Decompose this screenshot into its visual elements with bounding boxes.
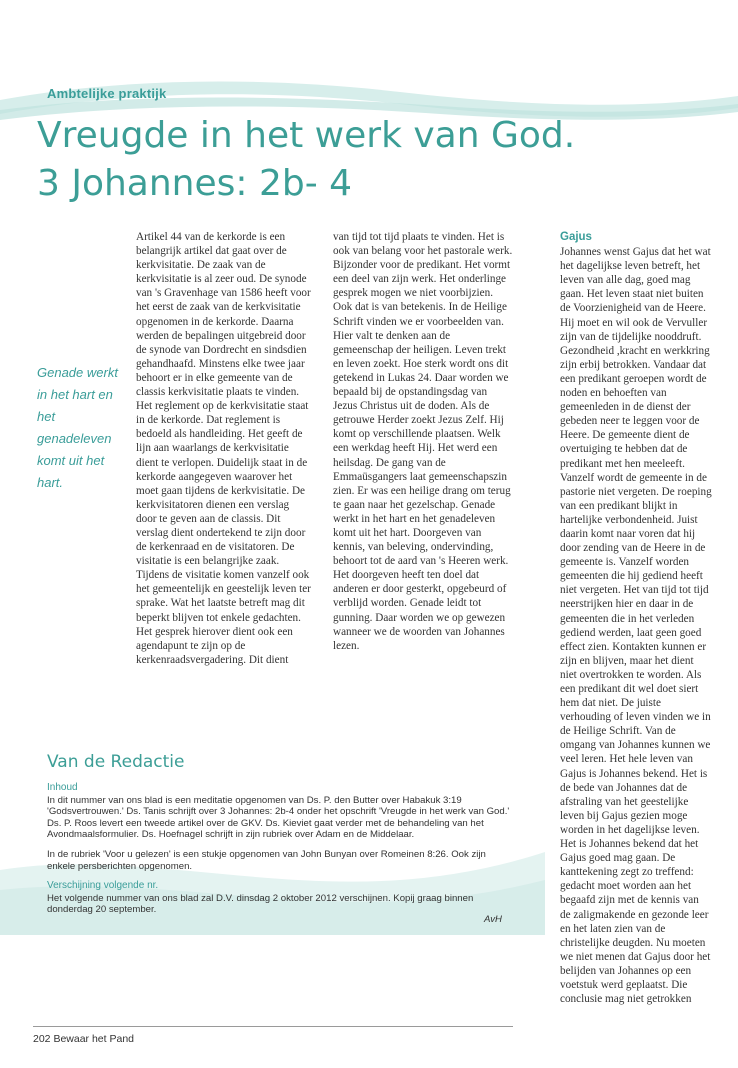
column-1-text: Artikel 44 van de kerkorde is een belangrijk artikel dat gaat over de kerkvisitatie. De zaak van de kerkvisitatie is al zeer oud. De synode van 's Gravenhage van 1586 heeft voor het eerst de zaak van de kerkvisitatie opgenomen in de kerkorde. Daarna werden de bepalingen uitgebreid door de synode van Dordrecht en sindsdien gehandhaafd. Minstens elke twee jaar behoort er in elke gemeente van de classis kerkvisitatie plaats te vinden. Het reglement op de kerkvisitatie staat in de kerkorde. Dat reglement is bedoeld als handleiding. Het geeft de lijn aan waarlangs de kerkvisitatie dient te verlopen. Duidelijk staat in de kerkorde aangegeven waarover het moet gaan tijdens de kerkvisitatie. De kerkvisitatoren dienen een verslag door te geven aan de classis. Dit verslag dient ondertekend te zijn door de kerkenraad en de visitatoren. De visitatie is een belangrijke zaak. Tijdens de visitatie komen vanzelf ook het gemeentelijk en geestelijk leven ter sprake. Wat het laatste betreft mag dit beperkt blijven tot enkele gedachten. Het gesprek hierover dient ook een agendapunt te zijn op de kerkenraadsvergadering. Dit dient [136, 231, 311, 666]
redactie-body [47, 782, 515, 924]
article-column-1 [136, 230, 312, 667]
verschijning-heading: Verschijning volgende nr. [47, 880, 159, 892]
redactie-title: Van de Redactie [47, 752, 185, 772]
title-line-2: 3 Johannes: 2b- 4 [37, 163, 353, 204]
column-3-text: Johannes wenst Gajus dat het wat het dagelijkse leven betreft, het leven van alle dag, goed mag gaan. Het leven staat niet buiten de Voorzienigheid van de Heere. Hij moet en wil ook de Vervuller zijn van de tijdelijke nooddruft. Gezondheid ,kracht en werkkring zijn erbij betrokken. Vandaar dat een predikant geroepen wordt de noden en behoeften van gemeenleden in de dienst der gebeden neer te leggen voor de Heere. De gemeente dient de overtuiging te hebben dat de predikant met hen meeleeft. Vanzelf wordt de gemeente in de pastorie niet vergeten. De roeping van een predikant blijkt in hartelijke verbondenheid. Juist daarin komt naar voren dat hij door zending van de Heere in de gemeente is. Vanzelf worden gemeenten die hij gediend heeft niet vergeten. Het van tijd tot tijd neerstrijken hier en daar in de gemeenten die in het verleden gediend werden, laat geen goed effect zien. Kontakten kunnen er zijn en blijven, maar het dient niet overtrokken te worden. Als een predikant dit wel doet siert hem dat niet. De juiste verhouding of leven vinden we in de Heilige Schrift. Van de omgang van Johannes kunnen we veel leren. Het hele leven van Gajus is Johannes bekend. Het is de bede van Johannes dat de afstraling van het geestelijke leven bij Gajus gezien moge worden in het dagelijkse leven. Het is Johannes bekend dat het Gajus goed mag gaan. De kanttekening zegt zo treffend: gedacht moet worden aan het begaafd zijn met de kennis van de zaligmakende en gezonde leer en het laten zien van de christelijke deugden. Nu moeten we niet menen dat Gajus door het belijden van Johannes op een voetstuk werd geplaatst. Die conclusie mag niet getrokken [560, 246, 712, 1006]
footer-divider [33, 1026, 513, 1027]
page-footer [33, 1033, 134, 1045]
article-title [37, 112, 717, 208]
inhoud-paragraph-2: In de rubriek 'Voor u gelezen' is een stukje opgenomen van John Bunyan over Romeinen 8:26. Ook zijn enkele persberichten opgenomen. [47, 848, 486, 872]
inhoud-paragraph-1: In dit nummer van ons blad is een meditatie opgenomen van Ds. P. den Butter over Habakuk 3:19 'Godsvertrouwen.' Ds. Tanis schrijft over 3 Johannes: 2b-4 onder het opschrift 'Vreugde in het werk van God.' Ds. P. Roos levert een tweede artikel over de GKV. Ds. Kieviet gaat verder met de behandeling van het Avondmaalsformulier. Ds. Hoefnagel schrijft in zijn rubriek over Adam en de Middelaar. [47, 794, 510, 841]
article-column-2 [333, 230, 513, 653]
title-line-1: Vreugde in het werk van God. [37, 115, 576, 156]
redactie-signature: AvH [484, 914, 502, 925]
verschijning-text: Het volgende nummer van ons blad zal D.V. dinsdag 2 oktober 2012 verschijnen. Kopij graag binnen donderdag 20 september. [47, 892, 474, 916]
page-number: 202 [33, 1033, 51, 1045]
column-2-text: van tijd tot tijd plaats te vinden. Het is ook van belang voor het pastorale werk. Bijzonder voor de predikant. Het vormt een deel van zijn werk. Het onderlinge gesprek mogen we niet voorbijzien. Ook dat is van betekenis. In de Heilige Schrift vinden we er voorbeelden van. Hier valt te denken aan de gemeenschap der heiligen. Leven trekt en leven zoekt. Hoe sterk wordt ons dit getekend in Lukas 24. Daar worden we bepaald bij de opstandingsdag van Jezus Christus uit de doden. Als de getrouwe Herder zoekt Jezus Zelf. Hij komt op verschillende plaatsen. Welk een werkdag heeft Hij. Het werd een heilsdag. De gang van de Emmaüsgangers laat gemeenschapszin zien. Er was een heilige drang om terug te gaan naar het gezelschap. Genade werkt in het hart en het genadeleven komt uit het hart. Doorgeven van kennis, van beleving, ondervinding, behoort tot de aard van 's Heeren werk. Het doorgeven heeft ten doel dat anderen er door gesterkt, opgebeurd of verblijd worden. Genade leidt tot gunning. Daar worden we op gewezen wanneer we de woorden van Johannes lezen. [333, 231, 513, 652]
publication-name: Bewaar het Pand [53, 1033, 135, 1045]
article-column-3 [560, 230, 712, 1006]
pull-quote: Genade werkt in het hart en het genadeleven komt uit het hart. [37, 365, 118, 490]
inhoud-heading: Inhoud [47, 782, 78, 793]
column-3-subheading: Gajus [560, 231, 592, 243]
section-kicker: Ambtelijke praktijk [47, 86, 167, 101]
